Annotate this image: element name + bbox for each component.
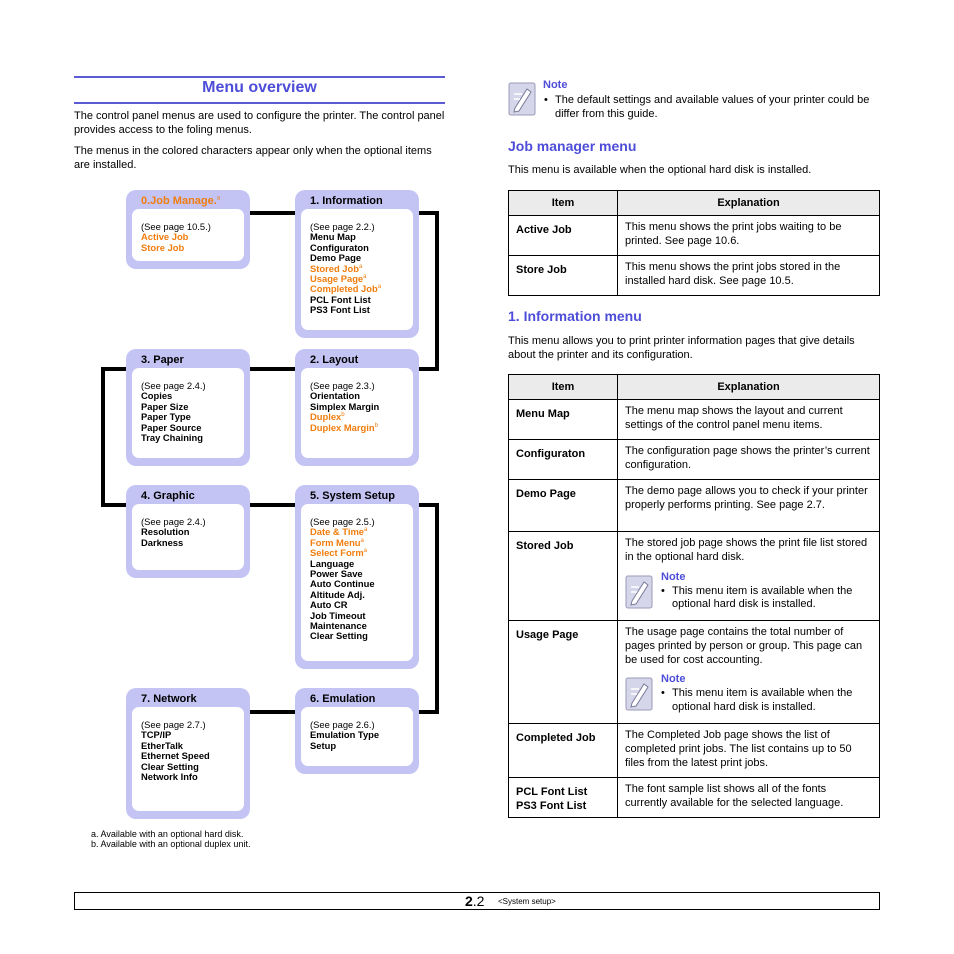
menu-box-title: 2. Layout [310,354,359,366]
page-footer [74,892,880,910]
explanation-cell: The stored job page shows the print file list stored in the optional hard disk. Note • This menu item is available when the optional hard disk is installed. [618,532,880,621]
note-icon [625,677,653,711]
inline-note: Note • This menu item is available when the optional hard disk is installed. [625,571,871,611]
page-number: 2.2 [465,893,485,909]
menu-box-title: 3. Paper [141,354,184,366]
connector-right-vertical-1 [435,211,439,371]
menu-box-layout [295,349,419,466]
section-title: Menu overview [74,76,445,104]
optional-items-paragraph: The menus in the colored characters appear only when the optional items are installed. [74,145,432,171]
menu-item: Ethernet Speed [141,750,210,762]
menu-item: Clear Setting [310,630,368,642]
menu-item: Duplex Margin$^b$ [310,421,378,433]
menu-box-graphic [126,485,250,578]
menu-item: Clear Setting [141,760,199,772]
menu-item: PS3 Font List [310,304,370,316]
menu-item: Paper Source [141,421,202,433]
menu-item: Copies [141,390,173,402]
menu-item: Tray Chaining [141,432,203,444]
connector-graphic-system [250,503,295,507]
table-header-row [509,375,880,400]
menu-item: Setup [310,739,337,751]
menu-box-emulation [295,688,419,774]
menu-box-items [310,381,379,433]
menu-item: Darkness [141,536,184,548]
menu-item: Active Job [141,231,189,243]
menu-item: Altitude Adj. [310,588,365,600]
item-cell: Stored Job [509,532,618,621]
table-row [509,216,880,256]
note-title: Note [661,673,686,686]
note-text: This menu item is available when the optional hard disk is installed. [672,584,853,611]
menu-item: Paper Size [141,400,189,412]
menu-box-title: 4. Graphic [141,490,195,502]
menu-item: Power Save [310,568,363,580]
menu-box-paper [126,349,250,466]
inline-note: Note • This menu item is available when the optional hard disk is installed. [625,673,871,713]
table-row [509,440,880,480]
menu-item: Store Job [141,241,185,253]
menu-item: EtherTalk [141,739,184,751]
menu-box-title: 7. Network [141,693,197,705]
menu-item: Job Timeout [310,609,366,621]
menu-item: Orientation [310,390,361,402]
explanation-cell: The font sample list shows all of the fonts currently available for the selected language. [618,778,880,818]
item-cell: Usage Page [509,621,618,724]
menu-box-items [141,517,206,548]
item-cell: Completed Job [509,724,618,778]
connector-network-emulation [250,710,295,714]
menu-item: Usage Page$^a$ [310,273,367,285]
footer-section-label: <System setup> [498,897,556,906]
note-icon [508,82,536,116]
column-header-explanation: Explanation [618,191,880,216]
information-menu-heading: 1. Information menu [508,308,642,324]
explanation-cell: The configuration page shows the printer’s current configuration. [618,440,880,480]
note-icon [625,575,653,609]
table-header-row [509,191,880,216]
menu-item: Date & Time$^a$ [310,526,368,538]
table-row [509,480,880,532]
column-header-item: Item [509,375,618,400]
page-reference: (See page 2.4.) [141,516,206,527]
page-reference: (See page 2.4.) [141,380,206,391]
page-reference: (See page 2.5.) [310,516,375,527]
menu-item: TCP/IP [141,729,172,741]
note-text: • The default settings and available values of your printer could be differ from this guide. [544,94,870,120]
job-manager-heading: Job manager menu [508,138,637,154]
connector-emulation-right [419,710,439,714]
menu-item: Paper Type [141,411,191,423]
item-cell: Store Job [509,256,618,296]
menu-item: Select Form$^a$ [310,547,368,559]
menu-box-items [141,381,206,443]
connector-left-vertical [101,367,105,507]
page-reference: (See page 2.6.) [310,719,375,730]
menu-box-job-manage [126,190,250,269]
footnote-a: a. Available with an optional hard disk. [91,829,244,839]
note-title: Note [543,79,568,91]
information-menu-table [508,374,880,818]
item-cell: Configuraton [509,440,618,480]
explanation-cell: This menu shows the print jobs stored in the installed hard disk. See page 10.5. [618,256,880,296]
explanation-cell: This menu shows the print jobs waiting to be printed. See page 10.6. [618,216,880,256]
explanation-cell: The Completed Job page shows the list of completed print jobs. The list contains up to 50 files from the latest print jobs. [618,724,880,778]
connector-graphic-left [101,503,126,507]
menu-box-items [310,222,381,316]
menu-item: PCL Font List [310,293,371,305]
menu-item: Auto CR [310,599,348,611]
note-title: Note [661,570,686,583]
item-cell: Active Job [509,216,618,256]
menu-item: Completed Job$^a$ [310,283,382,295]
menu-item: Language [310,557,355,569]
menu-item: Duplex$^b$ [310,411,345,423]
job-manager-intro: This menu is available when the optional hard disk is installed. [508,164,812,176]
menu-item: Network Info [141,771,198,783]
explanation-cell: The usage page contains the total number of pages printed by person or group. This page can be used for cost accounting. Note • This menu item is available when the optional hard disk is installed. [618,621,880,724]
menu-item: Maintenance [310,620,367,632]
information-menu-intro: This menu allows you to print printer information pages that give details about the printer and its configuration. [508,335,855,361]
menu-box-items [310,517,375,642]
connector-right-vertical-2 [435,503,439,714]
job-manager-table [508,190,880,296]
footnote-b: b. Available with an optional duplex unit. [91,839,251,849]
menu-item: Auto Continue [310,578,375,590]
menu-box-information [295,190,419,338]
table-row [509,621,880,724]
menu-item: Stored Job$^a$ [310,262,363,274]
column-header-item: Item [509,191,618,216]
explanation-cell: The menu map shows the layout and current settings of the control panel menu items. [618,400,880,440]
menu-box-title: 6. Emulation [310,693,376,705]
menu-box-title: 5. System Setup [310,490,395,502]
menu-box-system-setup [295,485,419,669]
menu-item: Demo Page [310,252,362,264]
menu-item: Configuraton [310,241,369,253]
explanation-cell: The demo page allows you to check if your printer properly performs printing. See page 2.7. [618,480,880,532]
menu-box-network [126,688,250,819]
intro-paragraph: The control panel menus are used to configure the printer. The control panel provides access to the foling menus. [74,110,445,136]
menu-item: Form Menu$^a$ [310,536,364,548]
menu-box-items [141,720,210,782]
page-reference: (See page 2.7.) [141,719,206,730]
menu-box-items [141,222,211,253]
page-reference: (See page 2.2.) [310,221,375,232]
menu-item: Emulation Type [310,729,380,741]
column-header-explanation: Explanation [618,375,880,400]
menu-box-title: 0.Job Manage.$^a$ [141,195,221,207]
connector-paper-layout [250,367,295,371]
menu-box-title: 1. Information [310,195,383,207]
item-cell: PCL Font List PS3 Font List [509,778,618,818]
connector-job-info [250,211,295,215]
table-row [509,256,880,296]
page-reference: (See page 2.3.) [310,380,375,391]
note-text: This menu item is available when the optional hard disk is installed. [672,687,853,713]
menu-box-items [310,720,379,751]
item-cell: Demo Page [509,480,618,532]
item-cell: Menu Map [509,400,618,440]
menu-item: Resolution [141,526,190,538]
table-row [509,778,880,818]
page-reference: (See page 10.5.) [141,221,211,232]
menu-item: Menu Map [310,231,356,243]
menu-item: Simplex Margin [310,400,380,412]
table-row [509,724,880,778]
table-row [509,532,880,621]
connector-layout-right [419,367,439,371]
table-row [509,400,880,440]
